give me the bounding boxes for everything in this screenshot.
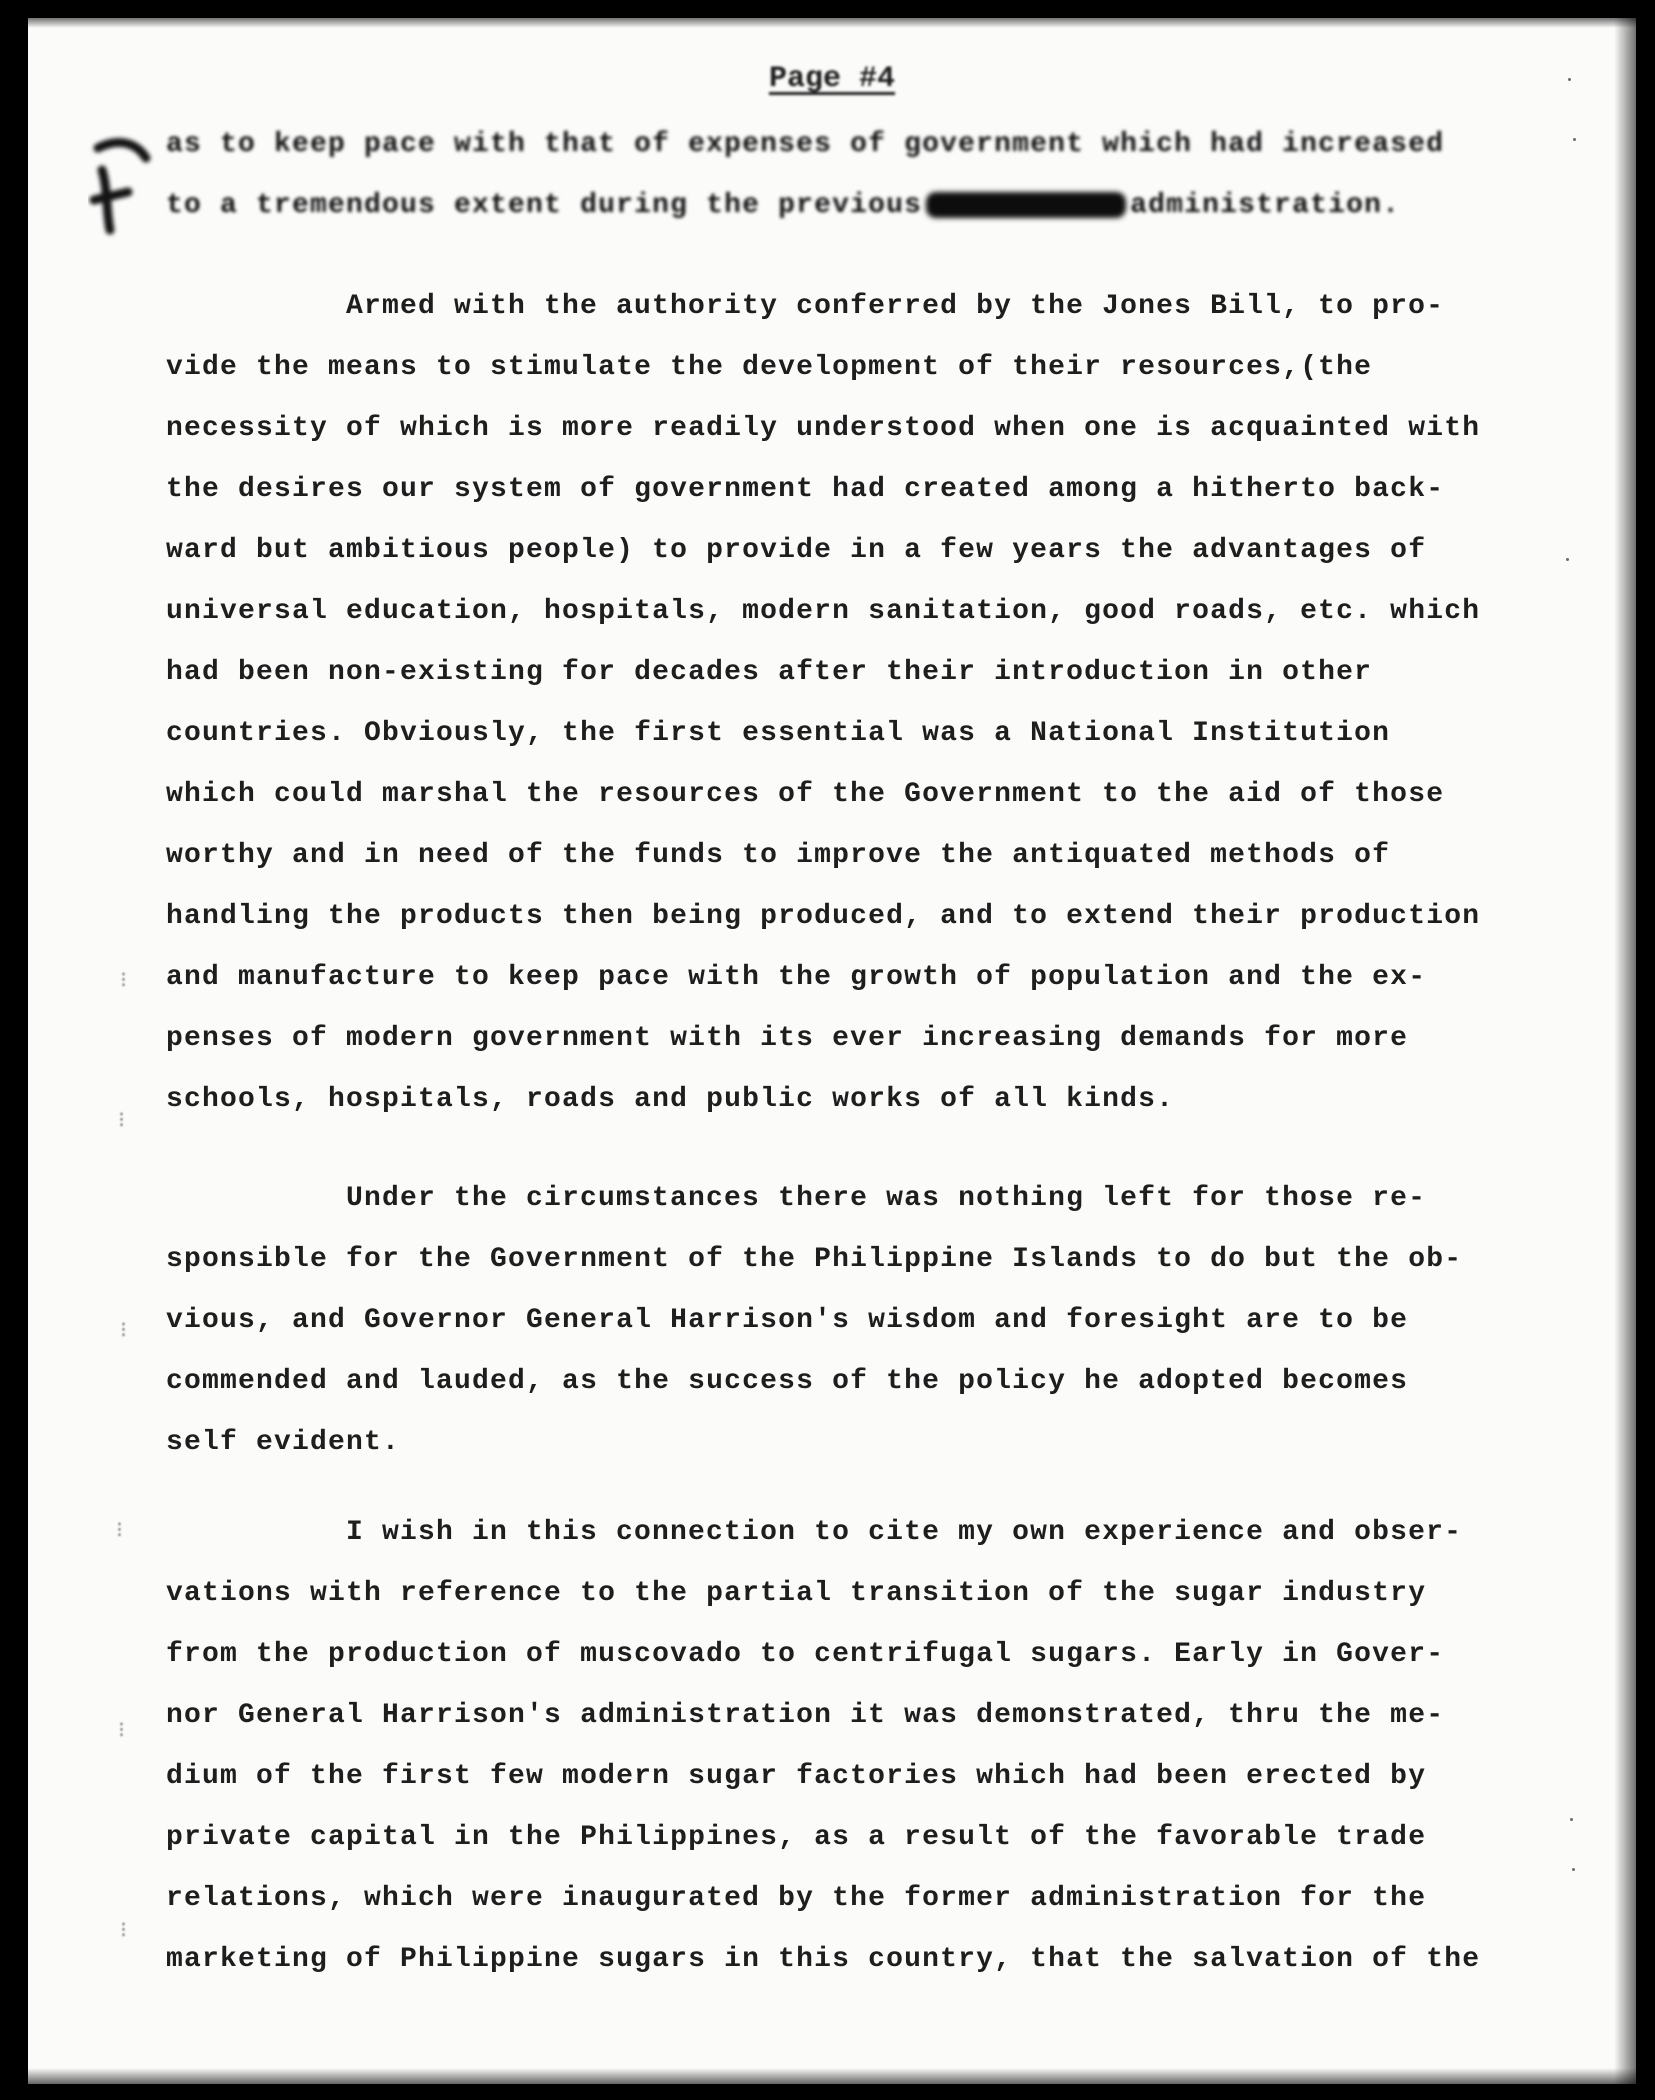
text-line-25: nor General Harrison's administration it was demonstrated, thru the me- (166, 1700, 1445, 1731)
margin-speck: ⁝ (120, 969, 127, 994)
redaction-block (926, 192, 1126, 218)
text-line-19: vious, and Governor General Harrison's wisdom and foresight are to be (166, 1305, 1409, 1336)
text-line-16: schools, hospitals, roads and public works of all kinds. (166, 1084, 1175, 1115)
text-line-13: handling the products then being produced, and to extend their production (166, 901, 1481, 932)
paragraph-sugar-industry (166, 1502, 1546, 1990)
text-line-17: Under the circumstances there was nothing left for those re- (346, 1183, 1427, 1214)
margin-speck: ⁝ (118, 1719, 125, 1744)
text-line-3: Armed with the authority conferred by the Jones Bill, to pro- (346, 291, 1445, 322)
text-line-10: countries. Obviously, the first essential was a National Institution (166, 718, 1391, 749)
text-line-8: universal education, hospitals, modern sanitation, good roads, etc. which (166, 596, 1481, 627)
margin-speck: ⁝ (118, 1109, 125, 1134)
paper-speck (1572, 1868, 1575, 1871)
text-line-4: vide the means to stimulate the development of their resources,(the (166, 352, 1373, 383)
margin-speck: ⁝ (120, 1919, 127, 1944)
handwritten-margin-mark (88, 130, 158, 240)
opening-paragraph (166, 114, 1546, 236)
margin-speck: ⁝ (116, 1519, 123, 1544)
paragraph-circumstances (166, 1168, 1546, 1473)
page-edge-bottom (28, 2068, 1636, 2084)
text-line-20: commended and lauded, as the success of the policy he adopted becomes (166, 1366, 1409, 1397)
text-line-12: worthy and in need of the funds to improve the antiquated methods of (166, 840, 1391, 871)
paper-speck (1570, 1818, 1573, 1821)
paper-speck (1568, 78, 1571, 81)
page-number-text: Page #4 (768, 62, 896, 96)
text-line-24: from the production of muscovado to centrifugal sugars. Early in Gover- (166, 1639, 1445, 1670)
text-line-26: dium of the first few modern sugar factories which had been erected by (166, 1761, 1427, 1792)
text-line-2-end: administration. (1130, 190, 1401, 221)
text-line-6: the desires our system of government had created among a hitherto back- (166, 474, 1445, 505)
page-edge-top (28, 18, 1636, 28)
text-line-2-start: to a tremendous extent during the previous (166, 190, 923, 221)
text-line-23: vations with reference to the partial transition of the sugar industry (166, 1578, 1427, 1609)
text-line-14: and manufacture to keep pace with the growth of population and the ex- (166, 962, 1427, 993)
text-line-2 (166, 175, 1546, 236)
text-line-7: ward but ambitious people) to provide in a few years the advantages of (166, 535, 1427, 566)
text-line-15: penses of modern government with its ever increasing demands for more (166, 1023, 1409, 1054)
paragraph-jones-bill (166, 276, 1546, 1130)
document-page (28, 18, 1636, 2084)
text-line-1: as to keep pace with that of expenses of government which had increased (166, 129, 1445, 160)
text-line-22: I wish in this connection to cite my own experience and obser- (346, 1517, 1463, 1548)
page-edge-right (1614, 18, 1636, 2084)
page-number-heading (28, 62, 1636, 96)
text-line-29: marketing of Philippine sugars in this country, that the salvation of the (166, 1944, 1481, 1975)
text-line-11: which could marshal the resources of the Government to the aid of those (166, 779, 1445, 810)
text-line-9: had been non-existing for decades after their introduction in other (166, 657, 1373, 688)
text-line-28: relations, which were inaugurated by the former administration for the (166, 1883, 1427, 1914)
text-line-21: self evident. (166, 1427, 401, 1458)
text-line-18: sponsible for the Government of the Philippine Islands to do but the ob- (166, 1244, 1463, 1275)
paper-speck (1566, 558, 1569, 561)
margin-speck: ⁝ (120, 1319, 127, 1344)
text-line-27: private capital in the Philippines, as a result of the favorable trade (166, 1822, 1427, 1853)
text-line-5: necessity of which is more readily understood when one is acquainted with (166, 413, 1481, 444)
paper-speck (1573, 138, 1576, 141)
